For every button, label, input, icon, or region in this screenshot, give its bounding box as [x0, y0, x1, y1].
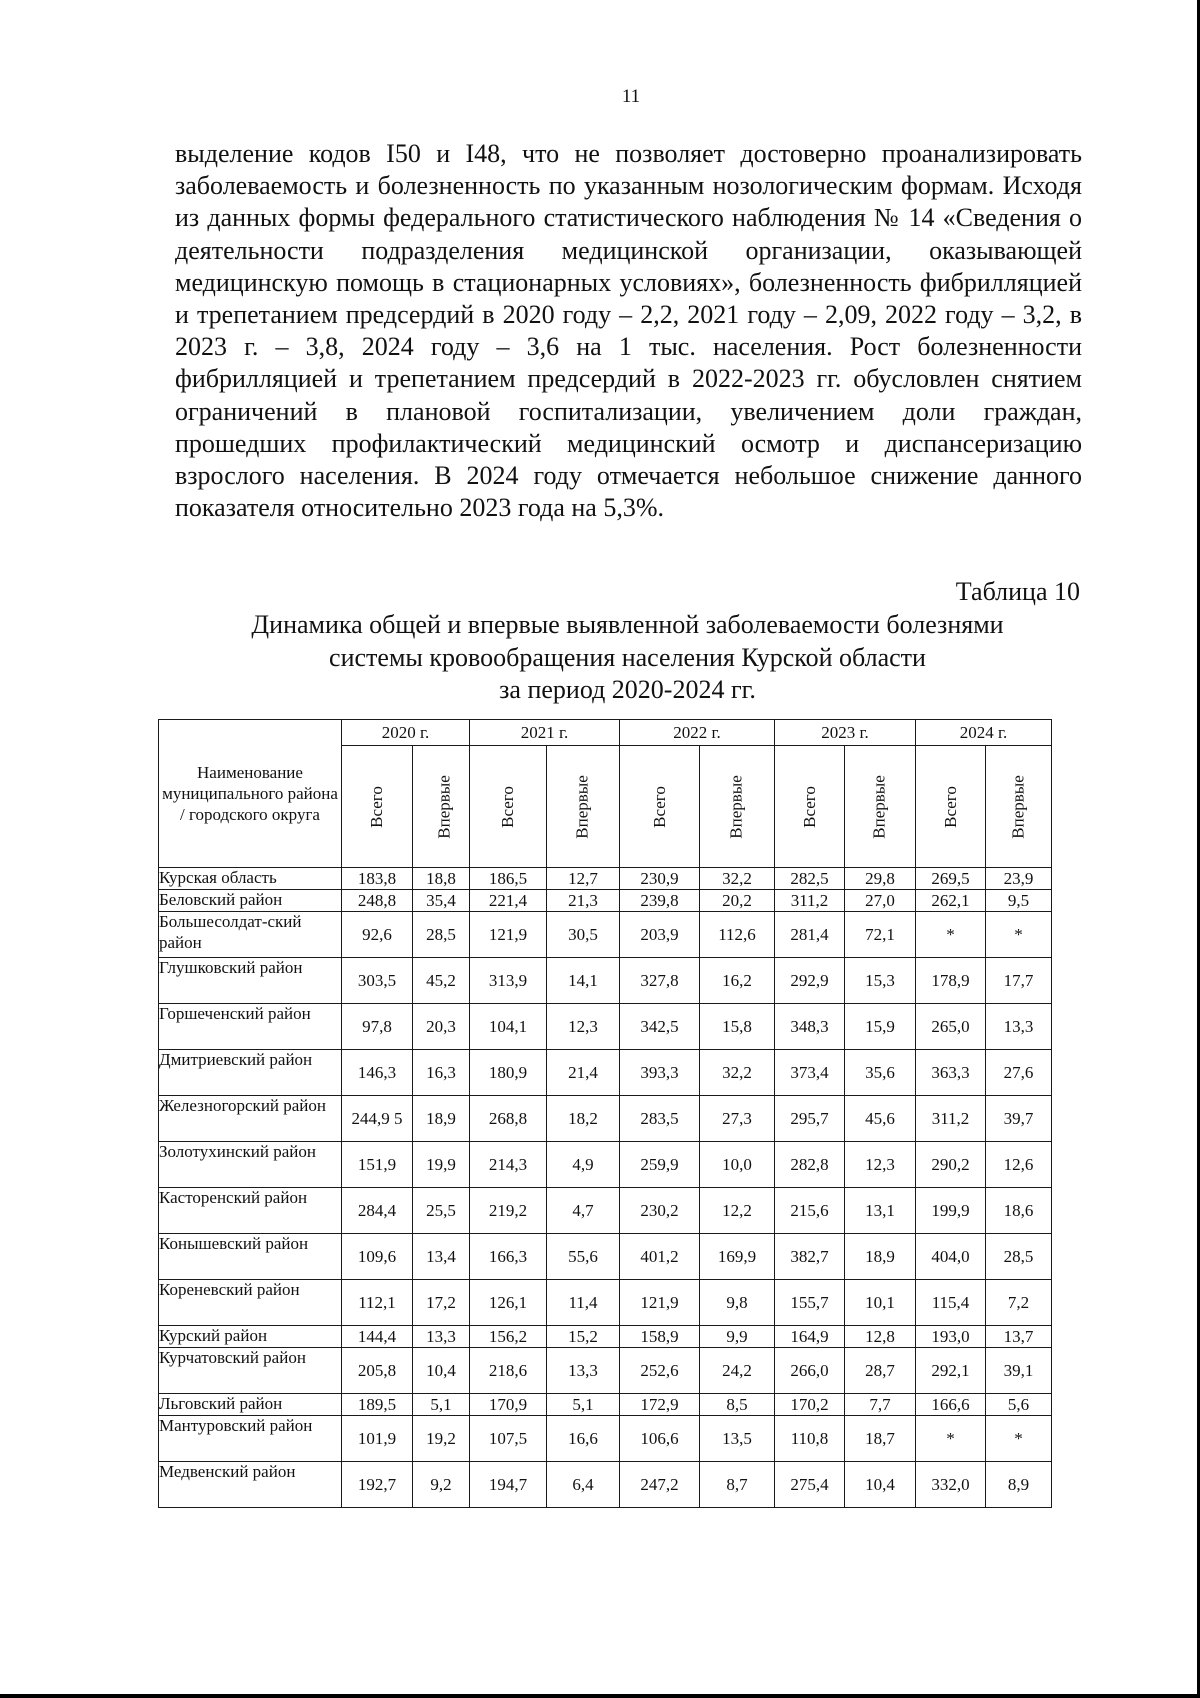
- table-row: [159, 868, 1052, 890]
- value-total: 115,4: [916, 1280, 986, 1326]
- header-total: [916, 746, 986, 868]
- value-total: 205,8: [342, 1348, 413, 1394]
- header-year: 2022 г.: [620, 720, 775, 746]
- district-name: Горшеченский район: [159, 1004, 342, 1050]
- value-total: 158,9: [620, 1326, 700, 1348]
- value-first-time: 8,5: [700, 1394, 775, 1416]
- value-first-time: 20,2: [700, 890, 775, 912]
- value-first-time: 45,2: [413, 958, 470, 1004]
- value-total: 219,2: [470, 1188, 547, 1234]
- district-name: Большесолдат-ский район: [159, 912, 342, 958]
- table-row: [159, 1348, 1052, 1394]
- header-label: Всего: [799, 785, 819, 828]
- value-first-time: 18,8: [413, 868, 470, 890]
- value-first-time: *: [986, 912, 1052, 958]
- header-label: Всего: [940, 785, 960, 828]
- value-first-time: 9,9: [700, 1326, 775, 1348]
- header-first-time: [413, 746, 470, 868]
- value-total: 284,4: [342, 1188, 413, 1234]
- value-total: 121,9: [620, 1280, 700, 1326]
- value-total: 155,7: [775, 1280, 845, 1326]
- value-total: 180,9: [470, 1050, 547, 1096]
- value-first-time: 18,9: [845, 1234, 916, 1280]
- table-label: Таблица 10: [955, 577, 1080, 606]
- value-total: 283,5: [620, 1096, 700, 1142]
- value-total: 290,2: [916, 1142, 986, 1188]
- value-total: 363,3: [916, 1050, 986, 1096]
- header-label: Впервые: [434, 774, 454, 839]
- value-first-time: 23,9: [986, 868, 1052, 890]
- value-first-time: 35,4: [413, 890, 470, 912]
- value-first-time: 12,3: [845, 1142, 916, 1188]
- value-first-time: 9,2: [413, 1462, 470, 1508]
- district-name: Железногорский район: [159, 1096, 342, 1142]
- value-total: 121,9: [470, 912, 547, 958]
- value-first-time: 32,2: [700, 868, 775, 890]
- table-row: [159, 1050, 1052, 1096]
- district-name: Льговский район: [159, 1394, 342, 1416]
- value-first-time: 27,3: [700, 1096, 775, 1142]
- value-total: 110,8: [775, 1416, 845, 1462]
- value-first-time: 29,8: [845, 868, 916, 890]
- district-name: Золотухинский район: [159, 1142, 342, 1188]
- value-total: 332,0: [916, 1462, 986, 1508]
- value-total: 194,7: [470, 1462, 547, 1508]
- header-first-time: [845, 746, 916, 868]
- value-total: 170,9: [470, 1394, 547, 1416]
- value-total: 218,6: [470, 1348, 547, 1394]
- header-total: [620, 746, 700, 868]
- table-caption: [175, 609, 1080, 707]
- value-total: 311,2: [775, 890, 845, 912]
- value-total: 146,3: [342, 1050, 413, 1096]
- district-name: Курчатовский район: [159, 1348, 342, 1394]
- district-name: Дмитриевский район: [159, 1050, 342, 1096]
- value-total: 313,9: [470, 958, 547, 1004]
- value-first-time: 18,6: [986, 1188, 1052, 1234]
- value-first-time: 9,5: [986, 890, 1052, 912]
- value-first-time: 12,6: [986, 1142, 1052, 1188]
- value-first-time: 18,7: [845, 1416, 916, 1462]
- value-total: 282,8: [775, 1142, 845, 1188]
- district-name: Беловский район: [159, 890, 342, 912]
- value-first-time: 10,4: [413, 1348, 470, 1394]
- value-first-time: 27,0: [845, 890, 916, 912]
- value-total: 104,1: [470, 1004, 547, 1050]
- value-total: 156,2: [470, 1326, 547, 1348]
- caption-line: за период 2020-2024 гг.: [499, 675, 756, 704]
- value-first-time: 10,4: [845, 1462, 916, 1508]
- value-total: *: [916, 912, 986, 958]
- header-total: [775, 746, 845, 868]
- value-first-time: 12,3: [547, 1004, 620, 1050]
- value-first-time: 18,2: [547, 1096, 620, 1142]
- value-first-time: 17,2: [413, 1280, 470, 1326]
- district-name: Глушковский район: [159, 958, 342, 1004]
- value-first-time: 27,6: [986, 1050, 1052, 1096]
- value-first-time: 8,9: [986, 1462, 1052, 1508]
- value-total: 126,1: [470, 1280, 547, 1326]
- value-first-time: 8,7: [700, 1462, 775, 1508]
- value-total: *: [916, 1416, 986, 1462]
- header-first-time: [700, 746, 775, 868]
- value-first-time: 5,1: [413, 1394, 470, 1416]
- value-total: 281,4: [775, 912, 845, 958]
- value-total: 311,2: [916, 1096, 986, 1142]
- value-first-time: 13,3: [986, 1004, 1052, 1050]
- table-row: [159, 958, 1052, 1004]
- value-total: 259,9: [620, 1142, 700, 1188]
- value-total: 292,1: [916, 1348, 986, 1394]
- header-year: 2021 г.: [470, 720, 620, 746]
- value-total: 373,4: [775, 1050, 845, 1096]
- header-year: 2024 г.: [916, 720, 1052, 746]
- value-total: 92,6: [342, 912, 413, 958]
- value-first-time: 169,9: [700, 1234, 775, 1280]
- table-row: [159, 1234, 1052, 1280]
- value-total: 166,3: [470, 1234, 547, 1280]
- value-first-time: 15,9: [845, 1004, 916, 1050]
- value-total: 282,5: [775, 868, 845, 890]
- value-first-time: 30,5: [547, 912, 620, 958]
- table-row: [159, 890, 1052, 912]
- value-total: 192,7: [342, 1462, 413, 1508]
- value-first-time: 6,4: [547, 1462, 620, 1508]
- header-label: Впервые: [572, 774, 592, 839]
- value-first-time: 45,6: [845, 1096, 916, 1142]
- value-first-time: 16,2: [700, 958, 775, 1004]
- district-name: Касторенский район: [159, 1188, 342, 1234]
- value-first-time: 14,1: [547, 958, 620, 1004]
- value-first-time: 21,4: [547, 1050, 620, 1096]
- table-row: [159, 1326, 1052, 1348]
- caption-line: Динамика общей и впервые выявленной заболеваемости болезнями: [251, 610, 1004, 639]
- value-total: 262,1: [916, 890, 986, 912]
- value-first-time: 13,1: [845, 1188, 916, 1234]
- value-total: 265,0: [916, 1004, 986, 1050]
- value-first-time: 32,2: [700, 1050, 775, 1096]
- value-first-time: 10,0: [700, 1142, 775, 1188]
- value-total: 382,7: [775, 1234, 845, 1280]
- value-total: 107,5: [470, 1416, 547, 1462]
- value-total: 97,8: [342, 1004, 413, 1050]
- table-row: [159, 1416, 1052, 1462]
- value-total: 151,9: [342, 1142, 413, 1188]
- table-row: [159, 1280, 1052, 1326]
- value-total: 186,5: [470, 868, 547, 890]
- district-name: Конышевский район: [159, 1234, 342, 1280]
- value-first-time: 16,3: [413, 1050, 470, 1096]
- value-total: 221,4: [470, 890, 547, 912]
- table-row: [159, 1188, 1052, 1234]
- value-total: 166,6: [916, 1394, 986, 1416]
- district-name: Мантуровский район: [159, 1416, 342, 1462]
- table-row: [159, 1394, 1052, 1416]
- value-total: 193,0: [916, 1326, 986, 1348]
- value-total: 247,2: [620, 1462, 700, 1508]
- header-label: Впервые: [1008, 774, 1028, 839]
- district-name: Кореневский район: [159, 1280, 342, 1326]
- value-total: 230,9: [620, 868, 700, 890]
- value-total: 215,6: [775, 1188, 845, 1234]
- value-first-time: 5,1: [547, 1394, 620, 1416]
- value-first-time: 13,4: [413, 1234, 470, 1280]
- header-district-name: Наименование муниципального района / городского округа: [159, 720, 342, 868]
- value-total: 401,2: [620, 1234, 700, 1280]
- value-total: 393,3: [620, 1050, 700, 1096]
- value-first-time: 19,9: [413, 1142, 470, 1188]
- body-paragraph: выделение кодов I50 и I48, что не позволяет достоверно проанализировать заболеваемость и болезненность по указанным нозологическим формам. Исходя из данных формы федерального статистического наблюдения № 14 «Сведения о деятельности подразделения медицинской организации, оказывающей медицинскую помощь в стационарных условиях», болезненность фибрилляцией и трепетанием предсердий в 2020 году – 2,2, 2021 году – 2,09, 2022 году – 3,2, в 2023 г. – 3,8, 2024 году – 3,6 на 1 тыс. населения. Рост болезненности фибрилляцией и трепетанием предсердий в 2022-2023 гг. обусловлен снятием ограничений в плановой госпитализации, увеличением доли граждан, прошедших профилактический медицинский осмотр и диспансеризацию взрослого населения. В 2024 году отмечается небольшое снижение данного показателя относительно 2023 года на 5,3%.: [175, 139, 1082, 523]
- value-total: 268,8: [470, 1096, 547, 1142]
- value-total: 183,8: [342, 868, 413, 890]
- value-first-time: 13,5: [700, 1416, 775, 1462]
- value-first-time: 72,1: [845, 912, 916, 958]
- value-total: 178,9: [916, 958, 986, 1004]
- value-total: 252,6: [620, 1348, 700, 1394]
- header-year: 2023 г.: [775, 720, 916, 746]
- value-first-time: 12,8: [845, 1326, 916, 1348]
- value-total: 106,6: [620, 1416, 700, 1462]
- table-row: [159, 912, 1052, 958]
- value-first-time: 18,9: [413, 1096, 470, 1142]
- value-total: 164,9: [775, 1326, 845, 1348]
- value-total: 230,2: [620, 1188, 700, 1234]
- value-first-time: 15,8: [700, 1004, 775, 1050]
- value-total: 144,4: [342, 1326, 413, 1348]
- scan-border-bottom: [0, 1694, 1200, 1698]
- header-year: 2020 г.: [342, 720, 470, 746]
- value-total: 203,9: [620, 912, 700, 958]
- district-name: Курская область: [159, 868, 342, 890]
- value-total: 239,8: [620, 890, 700, 912]
- value-first-time: 28,5: [413, 912, 470, 958]
- header-label: Впервые: [869, 774, 889, 839]
- table-row: [159, 1096, 1052, 1142]
- header-label: Всего: [498, 785, 517, 828]
- value-total: 170,2: [775, 1394, 845, 1416]
- table-row: [159, 1462, 1052, 1508]
- value-total: 248,8: [342, 890, 413, 912]
- value-first-time: 4,7: [547, 1188, 620, 1234]
- header-first-time: [547, 746, 620, 868]
- value-first-time: 24,2: [700, 1348, 775, 1394]
- value-total: 269,5: [916, 868, 986, 890]
- value-first-time: 20,3: [413, 1004, 470, 1050]
- value-first-time: 4,9: [547, 1142, 620, 1188]
- header-label: Всего: [649, 785, 669, 828]
- caption-line: системы кровообращения населения Курской области: [329, 642, 926, 672]
- value-first-time: 5,6: [986, 1394, 1052, 1416]
- value-total: 266,0: [775, 1348, 845, 1394]
- value-first-time: 15,2: [547, 1326, 620, 1348]
- district-name: Курский район: [159, 1326, 342, 1348]
- value-total: 112,1: [342, 1280, 413, 1326]
- district-name: Медвенский район: [159, 1462, 342, 1508]
- header-label: Впервые: [726, 774, 746, 839]
- value-first-time: 39,7: [986, 1096, 1052, 1142]
- value-total: 327,8: [620, 958, 700, 1004]
- header-total: [342, 746, 413, 868]
- value-first-time: 13,7: [986, 1326, 1052, 1348]
- value-first-time: 39,1: [986, 1348, 1052, 1394]
- value-first-time: 35,6: [845, 1050, 916, 1096]
- value-first-time: 17,7: [986, 958, 1052, 1004]
- page-number: 11: [621, 86, 641, 107]
- value-first-time: 11,4: [547, 1280, 620, 1326]
- value-first-time: 9,8: [700, 1280, 775, 1326]
- header-total: [470, 746, 547, 868]
- value-total: 342,5: [620, 1004, 700, 1050]
- value-first-time: 15,3: [845, 958, 916, 1004]
- value-total: 275,4: [775, 1462, 845, 1508]
- value-first-time: 112,6: [700, 912, 775, 958]
- value-total: 199,9: [916, 1188, 986, 1234]
- value-total: 214,3: [470, 1142, 547, 1188]
- value-first-time: 25,5: [413, 1188, 470, 1234]
- value-total: 295,7: [775, 1096, 845, 1142]
- value-total: 404,0: [916, 1234, 986, 1280]
- value-first-time: 19,2: [413, 1416, 470, 1462]
- value-first-time: 12,7: [547, 868, 620, 890]
- value-first-time: 21,3: [547, 890, 620, 912]
- value-total: 292,9: [775, 958, 845, 1004]
- value-first-time: 7,7: [845, 1394, 916, 1416]
- header-label: Всего: [367, 785, 386, 828]
- value-first-time: 10,1: [845, 1280, 916, 1326]
- value-first-time: 28,5: [986, 1234, 1052, 1280]
- table-row: [159, 1142, 1052, 1188]
- value-total: 348,3: [775, 1004, 845, 1050]
- header-first-time: [986, 746, 1052, 868]
- table-row: [159, 1004, 1052, 1050]
- value-first-time: 28,7: [845, 1348, 916, 1394]
- value-total: 189,5: [342, 1394, 413, 1416]
- value-total: 244,9 5: [342, 1096, 413, 1142]
- value-total: 303,5: [342, 958, 413, 1004]
- value-total: 101,9: [342, 1416, 413, 1462]
- morbidity-table: [158, 719, 1052, 1508]
- value-first-time: 12,2: [700, 1188, 775, 1234]
- value-first-time: 13,3: [547, 1348, 620, 1394]
- value-first-time: 55,6: [547, 1234, 620, 1280]
- value-first-time: 13,3: [413, 1326, 470, 1348]
- value-first-time: *: [986, 1416, 1052, 1462]
- value-first-time: 16,6: [547, 1416, 620, 1462]
- value-total: 172,9: [620, 1394, 700, 1416]
- value-total: 109,6: [342, 1234, 413, 1280]
- value-first-time: 7,2: [986, 1280, 1052, 1326]
